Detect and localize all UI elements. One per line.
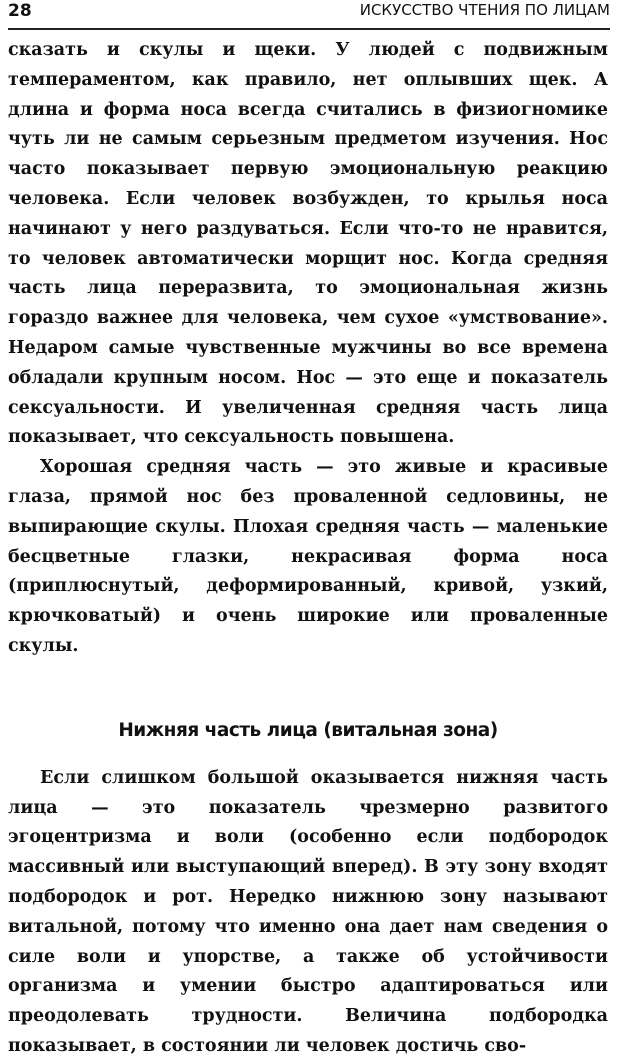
page-body bbox=[8, 36, 608, 1062]
page-header bbox=[8, 0, 610, 30]
page-number: 28 bbox=[8, 1, 32, 21]
body-paragraph-3: Если слишком большой оказывается нижняя часть лица — это показатель чрезмерно развитого эгоцентризма и воли (особенно если подбородок массивный или выступающий вперед). В эту зону входят подбородок и рот. Нередко нижнюю зону называют витальной, потому что именно она дает нам сведения о силе воли и упорстве, а также об устойчивости организма и умении быстро адаптироваться или преодолевать трудности. Величина подбородка показывает, в состоянии ли человек достичь сво- bbox=[8, 767, 608, 1056]
running-title: ИСКУССТВО ЧТЕНИЯ ПО ЛИЦАМ bbox=[359, 1, 610, 19]
section-heading: Нижняя часть лица (витальная зона) bbox=[118, 719, 498, 741]
body-paragraph-1: сказать и скулы и щеки. У людей с подвижным темпераментом, как правило, нет оплывших щек. А длина и форма носа всегда считались в физиогномике чуть ли не самым серьезным предметом изучения. Нос часто показывает первую эмоциональную реакцию человека. Если человек возбужден, то крылья носа начинают у него раздуваться. Если что-то не нравится, то человек автоматически морщит нос. Когда средняя часть лица переразвита, то эмоциональная жизнь гораздо важнее для человека, чем сухое «умствование». Недаром самые чувственные мужчины во все времена обладали крупным носом. Нос — это еще и показатель сексуальности. И увеличенная средняя часть лица показывает, что сексуальность повышена. bbox=[8, 40, 608, 448]
body-paragraph-2: Хорошая средняя часть — это живые и красивые глаза, прямой нос без проваленной седловины, не выпирающие скулы. Плохая средняя часть — маленькие бесцветные глазки, некрасивая форма носа (приплюснутый, деформированный, кривой, узкий, крючковатый) и очень широкие или проваленные скулы. bbox=[8, 457, 608, 656]
